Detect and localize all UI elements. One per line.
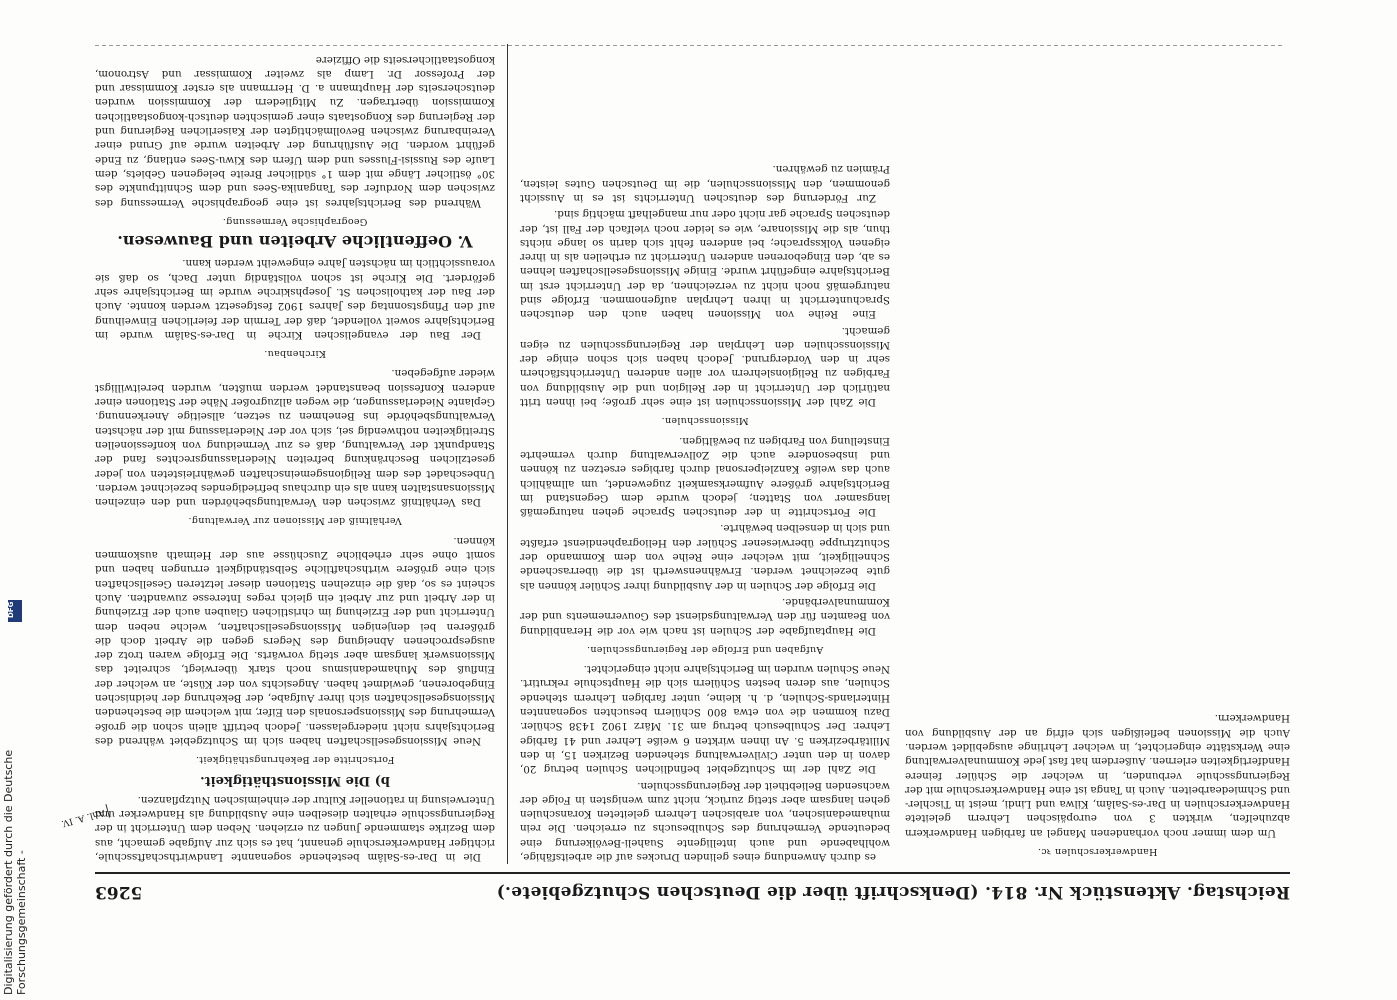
rotated-scan xyxy=(60,40,1290,910)
paragraph: Die in Dar-es-Salâm bestehende sogenannte Landwirthschaftsschule, richtiger Handwerkerschule genannt, hat es sich zur Aufgabe gemacht, aus dem Bezirke stammende Jungen zu erziehen. Neben dem Unterricht in der Regierungsschule erhalten dieselben eine Ausbildung als Handwerker und Unterweisung in rationeller Kultur der einheimischen Nutzpflanzen. xyxy=(95,793,495,863)
subheading: Handwerkerschulen ꝛc. xyxy=(1037,846,1158,857)
page-header xyxy=(95,872,1290,910)
subheading: Missionsschulen. xyxy=(661,415,749,427)
paragraph: es durch Anwendung eines gelinden Druckes auf die arbeitsfähige, wohlhabende und auch intelligente Suaheli-Bevölkerung eine bedeutende Vermehrung des Schulbesuchs zu erreichen. Die rein muhamedanischen, von arabischen Lehrern geleiteten Koranschulen gehen langsam aber stetig zurück, nicht zum wenigsten in Folge der wachsenden Beliebtheit der Regierungsschulen. xyxy=(520,779,890,863)
digitization-credit xyxy=(2,600,28,995)
column-middle xyxy=(520,44,890,864)
chapter-heading: V. Oeffentliche Arbeiten und Bauwesen. xyxy=(117,232,473,252)
paragraph: Die Erfolge der Schulen in der Ausbildung ihrer Schüler können als gute bezeichnet werden. Erwähnenswerth ist die überraschende Schnelligkeit, mit welcher eine Reihe von dem Kommando der Schutztruppe überwiesener Schüler den Heliographendienst erfaßte und sich in denselben bewährte. xyxy=(520,522,890,592)
header-title: Reichstag. Aktenstück Nr. 814. (Denkschrift über die Deutschen Schutzgebiete.) xyxy=(496,882,1290,902)
paragraph: Der Bau der evangelischen Kirche in Dar-es-Salâm wurde im Berichtsjahre soweit vollendet, daß der Termin der feierlichen Einweihung auf den Pfingstsonntag des Jahres 1902 festgesetzt werden konnte. Auch der Bau der katholischen St. Josephskirche wurde im Berichtsjahre sehr gefördert. Die Kirche ist schon vollständig unter Dach, so daß sie voraussichtlich im nächsten Jahre eingeweiht werden kann. xyxy=(95,257,495,341)
subheading: Verhältniß der Missionen zur Verwaltung. xyxy=(188,515,402,527)
column-right xyxy=(60,44,495,864)
margin-note: Anl. A. IV. xyxy=(60,804,111,830)
subheading: Kirchenbau. xyxy=(263,348,327,360)
section-heading: b) Die Missionsthätigkeit. xyxy=(200,772,390,788)
paragraph: Um dem immer noch vorhandenen Mangel an farbigen Handwerkern abzuhelfen, wirkten 3 von europäischen Lehrern geleitete Handwerkerschulen in Dar-es-Salâm, Kilwa und Lindi, meist in Tischler- und Schmiedearbeiten. Auch in Tanga ist eine Handwerkerschule mit der Regierungsschule verbunden, in welcher die Schüler feinere Handfertigkeiten erlernen. Außerdem hat fast jede Kommunalverwaltung eine Werkstätte eingerichtet, in welcher Lehrlinge ausgebildet werden. Auch die Missionen befleißigen sich eifrig an der Ausbildung von Handwerkern. xyxy=(905,712,1290,839)
paragraph: Zur Förderung des deutschen Unterrichts ist es in Aussicht genommen, den Missionsschulen, die im Deutschen Gutes leisten, Prämien zu gewähren. xyxy=(520,163,890,204)
paragraph: Neue Missionsgesellschaften haben sich im Schutzgebiet während des Berichtsjahrs nicht niedergelassen. Jedoch betrifft allein schon die große Vermehrung des Missionspersonals den Eifer, mit welchem die bestehenden Missionsgesellschaften sich ihrer Aufgabe, der Bekehrung der heidnischen Eingeborenen, gewidmet haben. Angesichts von der Küste, an welcher der Einfluß des Muhamedanismus noch stark überwiegt, schreitet das Missionswerk langsam aber stetig vorwärts. Die Erfolge waren trotz der ausgesprochenen Abneigung des Negers gegen die Arbeit doch die größeren bei denjenigen Missionsgesellschaften, welche neben dem Unterricht und der Erziehung im christlichen Glauben auch der Erziehung in der Arbeit und zur Arbeit ein gleich reges Interesse zuwandten. Auch scheint es so, daß die einzelnen Stationen dieser letzteren Gesellschaften sich eine größere wirthschaftliche Selbständigkeit errungen haben und somit ohne sehr erhebliche Zuschüsse aus der Heimath auskommen können. xyxy=(95,534,495,747)
paragraph: Die Fortschritte in der deutschen Sprache gehen naturgemäß langsamer von Statten; jedoch wurde dem Gegenstand im Berichtsjahre größere Aufmerksamkeit zugewendet, um allmählich auch das weiße Kanzleipersonal durch farbiges ersetzen zu können und insbesondere auch die Zollverwaltung durch vermehrte Einstellung von Farbigen zu bewältigen. xyxy=(520,434,890,519)
paragraph: Die Hauptaufgabe der Schulen ist nach wie vor die Heranbildung von Beamten für den Verwaltungsdienst des Gouvernements und der Kommunalverbände. xyxy=(520,595,890,637)
dfg-logo-icon: DFG xyxy=(8,600,22,622)
column-left xyxy=(905,44,1290,864)
paragraph: Während des Berichtsjahres ist eine geographische Vermessung des zwischen dem Nordufer des Tanganika-Sees und dem Schnittpunkte des 30° östlicher Länge mit dem 1° südlicher Breite belegenen Gebiets, dem Laufe des Russisi-Flusses und dem Ufern des Kiwu-Sees entlang, zu Ende geführt worden. Die Ausführung der Arbeiten wurde auf Grund einer Vereinbarung zwischen Bevollmächtigten der Kaiserlichen Regierung und der Regierung des Kongostaats einer gemischten deutsch-kongostaatlichen Kommission übertragen. Zu Mitgliedern der Kommission wurden deutscherseits der Hauptmann a. D. Herrmann als erster Kommissar und der Professor Dr. Lamp als zweiter Kommissar und Astronom, kongostaatlicherseits die Offiziere xyxy=(95,53,495,209)
text-columns xyxy=(60,44,1290,864)
paragraph: Die Zahl der Missionsschulen ist eine sehr große; bei ihnen tritt natürlich der Unterricht in der Religion und die Ausbildung von Farbigen zu Religionslehrern vor allen anderen Unterrichtsfächern sehr in den Vordergrund. Jedoch haben sich schon einige der Missionsschulen den Lehrplan der Regierungsschulen zu eigen gemacht. xyxy=(520,324,890,409)
column-divider xyxy=(507,44,508,864)
paragraph: Die Zahl der im Schutzgebiet befindlichen Schulen betrug 20, davon in den unter Civilverwaltung stehenden Bezirken 15, in den Militärbezirken 5. An ihnen wirkten 6 weiße Lehrer und 41 farbige Lehrer. Der Schulbesuch betrug am 31. März 1902 1438 Schüler. Dazu kommen die von etwa 800 Schülern besuchten sogenannten Hinterlands-Schulen, d. h. kleine, unter farbigen Lehrern stehende Schulen, aus deren besten Schülern sich die Hauptschule rekrutirt. Neue Schulen wurden im Berichtsjahre nicht eingerichtet. xyxy=(520,663,890,776)
paragraph: Eine Reihe von Missionen haben auch den deutschen Sprachunterricht in ihren Lehrplan aufgenommen. Erfolge sind naturgemäß noch nicht zu verzeichnen, da der Unterricht erst im Berichtsjahre eingeführt wurde. Einige Missionsgesellschaften lehnen es ab, den Eingeborenen anderen Unterricht zu ertheilen als in ihrer eigenen Volkssprache; bei anderen fehlt sich darin so lange nichts thun, als die Missionare, wie es leider noch vielfach der Fall ist, der deutschen Sprache gar nicht oder nur mangelhaft mächtig sind. xyxy=(520,208,890,321)
paragraph: Das Verhältniß zwischen den Verwaltungsbehörden und den einzelnen Missionsanstalten kann als ein durchaus befriedigendes bezeichnet werden. Unbeschadet des dem Religionsgemeinschaften gewährleisteten von jeder gesetzlichen Beschränkung befreiten Niederlassungsrechtes fand der Standpunkt der Verwaltung, daß es zur Vermeidung von konfessionellen Streitigkeiten nothwendig sei, sich vor der Niederlassung mit der nächsten Verwaltungsbehörde ins Benehmen zu setzen, allseitige Anerkennung. Geplante Niederlassungen, die wegen allzugroßer Nähe der Stationen einer anderen Konfession beanstandet werden mußten, wurden bereitwilligst wieder aufgegeben. xyxy=(95,367,495,509)
credit-text: Digitalisierung gefördert durch die Deutsche Forschungsgemeinschaft - xyxy=(2,749,28,995)
subheading: Fortschritte der Bekehrungsthätigkeit. xyxy=(195,754,395,766)
page-number: 5263 xyxy=(95,882,143,902)
subheading: Aufgaben und Erfolge der Regierungsschulen. xyxy=(586,643,824,655)
subheading: Geographische Vermessung. xyxy=(222,215,368,227)
